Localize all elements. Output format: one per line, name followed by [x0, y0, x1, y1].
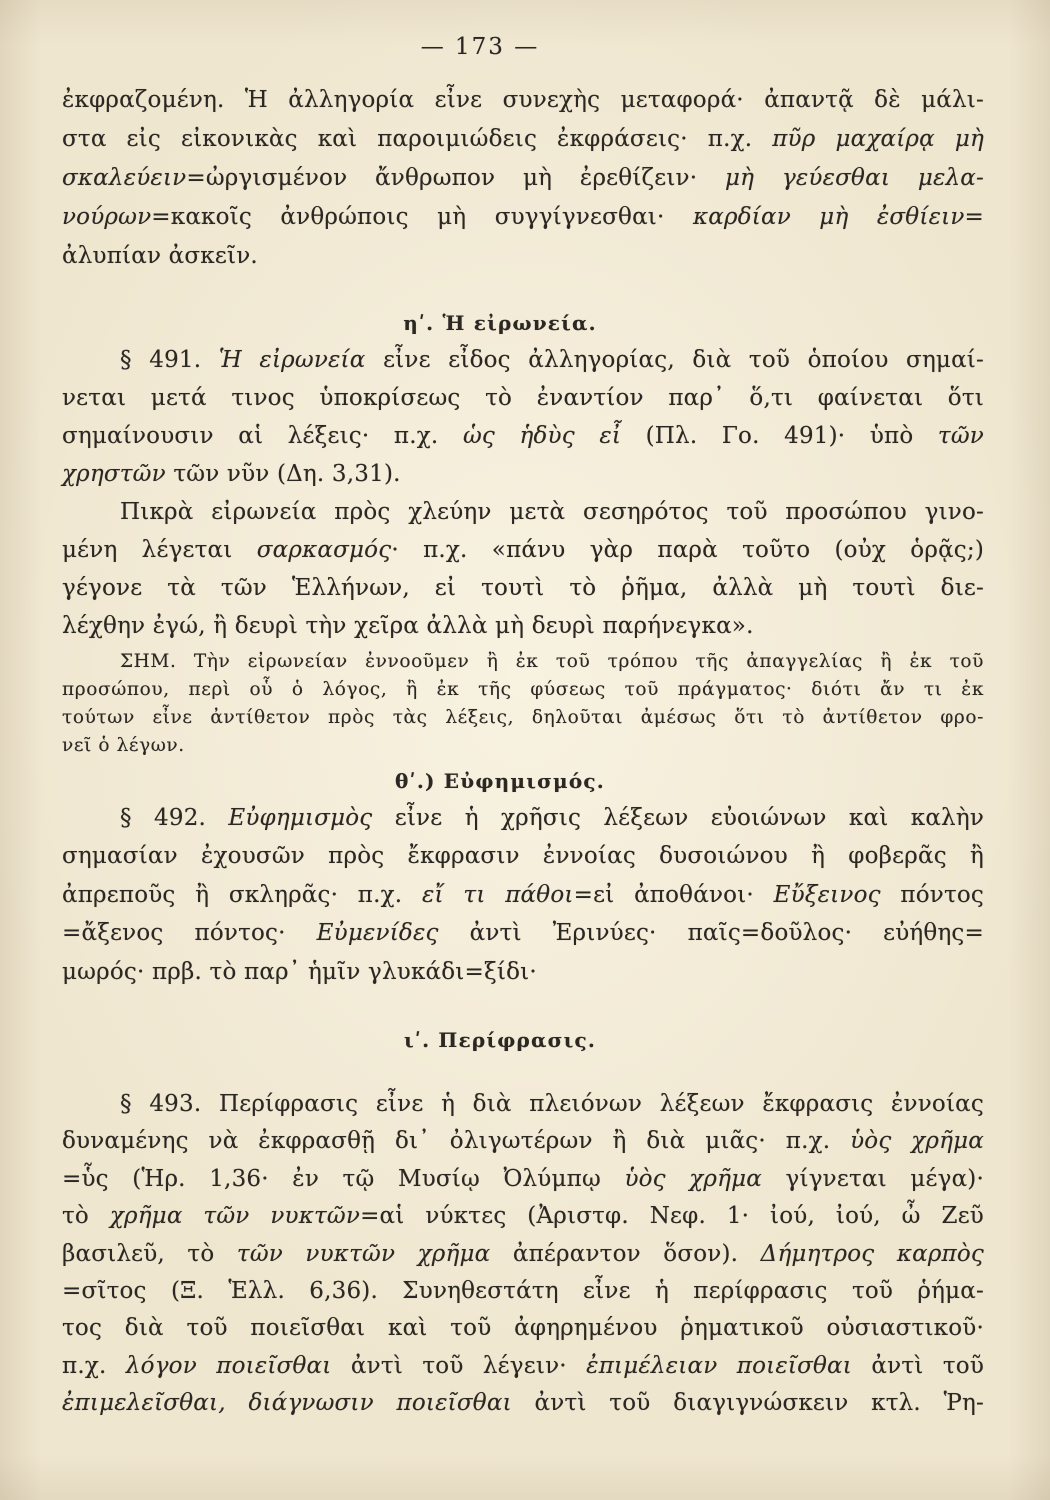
italic-text: πῦρ μαχαίρᾳ μὴ [772, 126, 984, 152]
text-run: ἀλυπίαν ἀσκεῖν. [62, 243, 258, 269]
text-line [62, 493, 984, 531]
paragraph-493 [62, 1086, 984, 1423]
text-line [62, 159, 984, 198]
text-line [62, 648, 984, 676]
text-line [62, 914, 984, 952]
text-run: τὸ [62, 1203, 110, 1230]
text-run: μωρός· πρβ. τὸ παρ᾽ ἡμῖν γλυκάδι=ξίδι· [62, 958, 537, 985]
italic-text: ὑὸς χρῆμα [624, 1165, 763, 1192]
text-line [62, 237, 984, 276]
paragraph-sarcasm [62, 493, 984, 645]
text-run: εἶνε εἶδος ἀλληγορίας, διὰ τοῦ ὁποίου σημαί- [365, 347, 984, 373]
text-run: τος διὰ τοῦ ποιεῖσθαι καὶ τοῦ ἀφηρημένου ῥηματικοῦ οὐσιαστικοῦ· [62, 1315, 984, 1342]
text-line [62, 1161, 984, 1198]
text-line [62, 1236, 984, 1273]
italic-text: καρδίαν μὴ ἐσθίειν [692, 204, 965, 230]
text-run: Πικρὰ εἰρωνεία πρὸς χλεύην μετὰ σεσηρότος τοῦ προσώπου γινο- [120, 499, 984, 525]
text-line [62, 1385, 984, 1422]
text-run: εἶνε ἡ χρῆσις λέξεων εὐοιώνων καὶ καλὴν [372, 805, 984, 831]
text-run: ἀπέραντον ὅσον). [490, 1240, 761, 1267]
text-line [62, 799, 984, 837]
text-run: ἀπρεποῦς ἢ σκληρᾶς· π.χ. [62, 881, 422, 908]
text-line [62, 732, 984, 760]
text-line [62, 341, 984, 379]
text-run: =εἰ ἀποθάνοι· [573, 881, 774, 908]
italic-text: ἐπιμέλειαν ποιεῖσθαι [586, 1352, 853, 1379]
italic-text: λόγον ποιεῖσθαι [125, 1352, 332, 1379]
text-run: =ἄξενος πόντος· [62, 920, 317, 947]
italic-text: Εὔξεινος [773, 881, 881, 908]
section-heading-periphrasis: ιʹ. Περίφρασις. [403, 1028, 596, 1052]
italic-text: τῶν νυκτῶν χρῆμα [236, 1240, 491, 1267]
text-line [62, 676, 984, 704]
italic-text: ὑὸς χρῆμα [850, 1128, 984, 1155]
italic-text: χρῆμα τῶν νυκτῶν [109, 1203, 361, 1230]
text-run: ΣΗΜ. Τὴν εἰρωνείαν ἐννοοῦμεν ἢ ἐκ τοῦ τρόπου τῆς ἀπαγγελίας ἢ ἐκ τοῦ [120, 651, 984, 672]
section-heading-euphemism: θʹ.) Εὐφημισμός. [395, 769, 605, 793]
paragraph-492 [62, 799, 984, 991]
text-run: τῶν νῦν (Δη. 3,31). [165, 461, 401, 487]
text-run: =κακοῖς ἀνθρώποις μὴ συγγίγνεσθαι· [151, 204, 693, 230]
text-run: ἀντὶ Ἐρινύες· παῖς=δοῦλος· εὐήθης= [438, 920, 984, 947]
text-line [62, 1348, 984, 1385]
text-run: δυναμένης νὰ ἐκφρασθῇ δι᾽ ὀλιγωτέρων ἢ διὰ μιᾶς· π.χ. [62, 1128, 851, 1155]
text-run: πόντος [880, 881, 984, 908]
text-run: στα εἰς εἰκονικὰς καὶ παροιμιώδεις ἐκφράσεις· π.χ. [62, 126, 773, 152]
italic-text: ἐπιμελεῖσθαι, διάγνωσιν ποιεῖσθαι [62, 1390, 512, 1417]
text-run: ἐκφραζομένη. Ἡ ἀλληγορία εἶνε συνεχὴς μεταφορά· ἀπαντᾷ δὲ μάλι- [62, 87, 984, 113]
text-run: · π.χ. «πάνυ γὰρ παρὰ τοῦτο (οὐχ ὁρᾷς;) [391, 537, 985, 563]
section-heading-irony: ηʹ. Ἡ εἰρωνεία. [403, 311, 597, 335]
text-line [62, 876, 984, 914]
italic-text: νούρων [62, 204, 152, 230]
text-run: σημασίαν ἐχουσῶν πρὸς ἔκφρασιν ἐννοίας δυσοιώνου ἢ φοβερᾶς ἢ [62, 843, 984, 870]
text-run: γέγονε τὰ τῶν Ἑλλήνων, εἰ τουτὶ τὸ ῥῆμα, ἀλλὰ μὴ τουτὶ διε- [62, 575, 984, 601]
text-line [62, 379, 984, 417]
page-number: — 173 — [420, 34, 540, 60]
text-run: γίγνεται μέγα)· [762, 1165, 984, 1192]
text-line [62, 1123, 984, 1160]
text-run: =αἱ νύκτες (Ἀριστφ. Νεφ. 1· ἰού, ἰού, ὦ Ζεῦ [360, 1203, 984, 1230]
text-run: νεῖ ὁ λέγων. [62, 735, 185, 756]
text-run: λέχθην ἐγώ, ἢ δευρὶ τὴν χεῖρα ἀλλὰ μὴ δευρὶ παρήνεγκα». [62, 613, 754, 639]
paragraph-491 [62, 341, 984, 493]
text-run: ἀντὶ τοῦ λέγειν· [331, 1352, 587, 1379]
text-run: ἀντὶ τοῦ διαγιγνώσκειν κτλ. Ῥη- [511, 1390, 984, 1417]
italic-text: μὴ γεύεσθαι μελα- [725, 165, 985, 191]
text-run: = [964, 204, 985, 230]
text-run: βασιλεῦ, τὸ [62, 1240, 237, 1267]
text-line [62, 120, 984, 159]
text-line [62, 417, 984, 455]
text-run: νεται μετά τινος ὑποκρίσεως τὸ ἐναντίον παρ᾽ ὅ,τι φαίνεται ὅτι [62, 385, 984, 411]
text-line [62, 81, 984, 120]
text-run: =σῖτος (Ξ. Ἑλλ. 6,36). Συνηθεστάτη εἶνε ἡ περίφρασις τοῦ ῥήμα- [62, 1278, 984, 1305]
text-run: σημαίνουσιν αἱ λέξεις· π.χ. [62, 423, 463, 449]
text-run: προσώπου, περὶ οὗ ὁ λόγος, ἢ ἐκ τῆς φύσεως τοῦ πράγματος· διότι ἄν τι ἐκ [62, 679, 984, 700]
italic-text: εἴ τι πάθοι [421, 881, 574, 908]
text-line [62, 1310, 984, 1347]
text-line [62, 569, 984, 607]
note-paragraph [62, 648, 984, 760]
text-line [62, 1198, 984, 1235]
text-line [62, 531, 984, 569]
text-run: § 491. [120, 347, 219, 373]
italic-text: χρηστῶν [62, 461, 166, 487]
italic-text: σαρκασμός [256, 537, 392, 563]
text-line [62, 837, 984, 875]
italic-text: σκαλεύειν [62, 165, 187, 191]
text-run: (Πλ. Γο. 491)· ὑπὸ [621, 423, 938, 449]
text-line [62, 455, 984, 493]
italic-text: Εὐφημισμὸς [228, 805, 373, 831]
text-line [62, 953, 984, 991]
italic-text: Εὐμενίδες [316, 920, 439, 947]
text-run: § 492. [120, 805, 229, 831]
text-line [62, 1273, 984, 1310]
text-run: π.χ. [62, 1352, 126, 1379]
italic-text: ὡς ἡδὺς εἶ [462, 423, 622, 449]
italic-text: Ἡ εἰρωνεία [218, 347, 366, 373]
text-line [62, 198, 984, 237]
text-run: § 493. Περίφρασις εἶνε ἡ διὰ πλειόνων λέξεων ἔκφρασις ἐννοίας [120, 1091, 984, 1117]
italic-text: τῶν [937, 423, 984, 449]
text-run: τούτων εἶνε ἀντίθετον πρὸς τὰς λέξεις, δηλοῦται ἀμέσως ὅτι τὸ ἀντίθετον φρο- [62, 707, 984, 728]
text-run: μένη λέγεται [62, 537, 257, 563]
text-run: =ὠργισμένον ἄνθρωπον μὴ ἐρεθίζειν· [186, 165, 726, 191]
text-run: ἀντὶ τοῦ [852, 1352, 985, 1379]
text-line [62, 704, 984, 732]
text-line [62, 607, 984, 645]
text-line [62, 1086, 984, 1123]
text-run: =ὗς (Ἡρ. 1,36· ἐν τῷ Μυσίῳ Ὀλύμπῳ [62, 1165, 625, 1192]
paragraph-continuation [62, 81, 984, 276]
italic-text: Δήμητρος καρπὸς [760, 1240, 984, 1267]
